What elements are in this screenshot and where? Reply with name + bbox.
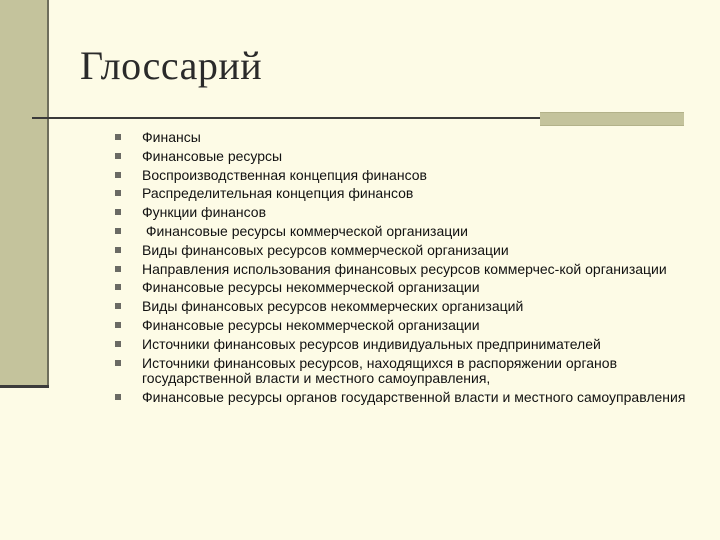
list-item	[115, 299, 695, 314]
side-bar-underline	[0, 385, 49, 388]
square-bullet-icon	[115, 209, 121, 215]
list-item	[115, 205, 695, 220]
square-bullet-icon	[115, 228, 121, 234]
list-item-text: Финансовые ресурсы	[142, 147, 283, 164]
list-item	[115, 337, 695, 352]
list-item-text: Источники финансовых ресурсов, находящихся в распоряжении органов государственной власти и местного самоуправления,	[142, 354, 618, 386]
square-bullet-icon	[115, 360, 121, 366]
list-item	[115, 280, 695, 295]
square-bullet-icon	[115, 394, 121, 400]
glossary-list	[115, 130, 695, 408]
list-item-text: Распределительная концепция финансов	[142, 185, 414, 202]
list-item-text: Виды финансовых ресурсов некоммерческих организаций	[142, 298, 524, 315]
square-bullet-icon	[115, 284, 121, 290]
list-item-text: Финансовые ресурсы коммерческой организации	[142, 222, 468, 239]
square-bullet-icon	[115, 134, 121, 140]
list-item-text: Виды финансовых ресурсов коммерческой организации	[142, 241, 509, 258]
list-item	[115, 243, 695, 258]
list-item-text: Финансовые ресурсы некоммерческой организации	[142, 316, 480, 333]
square-bullet-icon	[115, 153, 121, 159]
list-item-text: Направления использования финансовых ресурсов коммерчес-кой организации	[142, 260, 667, 277]
square-bullet-icon	[115, 303, 121, 309]
list-item-text: Функции финансов	[142, 204, 267, 221]
list-item-text: Источники финансовых ресурсов индивидуальных предпринимателей	[142, 335, 601, 352]
square-bullet-icon	[115, 322, 121, 328]
square-bullet-icon	[115, 190, 121, 196]
list-item	[115, 224, 695, 239]
square-bullet-icon	[115, 172, 121, 178]
list-item	[115, 130, 695, 145]
list-item	[115, 390, 695, 405]
list-item	[115, 149, 695, 164]
list-item	[115, 186, 695, 201]
list-item-text: Финансы	[142, 129, 201, 145]
list-item	[115, 318, 695, 333]
decorative-side-bar	[0, 0, 49, 385]
list-item	[115, 356, 695, 386]
slide-title: Глоссарий	[80, 43, 263, 88]
list-item	[115, 168, 695, 183]
square-bullet-icon	[115, 341, 121, 347]
list-item-text: Финансовые ресурсы некоммерческой организации	[142, 279, 480, 296]
title-divider-accent	[540, 112, 684, 126]
list-item-text: Воспроизводственная концепция финансов	[142, 166, 427, 183]
square-bullet-icon	[115, 247, 121, 253]
square-bullet-icon	[115, 266, 121, 272]
list-item-text: Финансовые ресурсы органов государственной власти и местного самоуправления	[142, 388, 686, 405]
list-item	[115, 262, 695, 277]
